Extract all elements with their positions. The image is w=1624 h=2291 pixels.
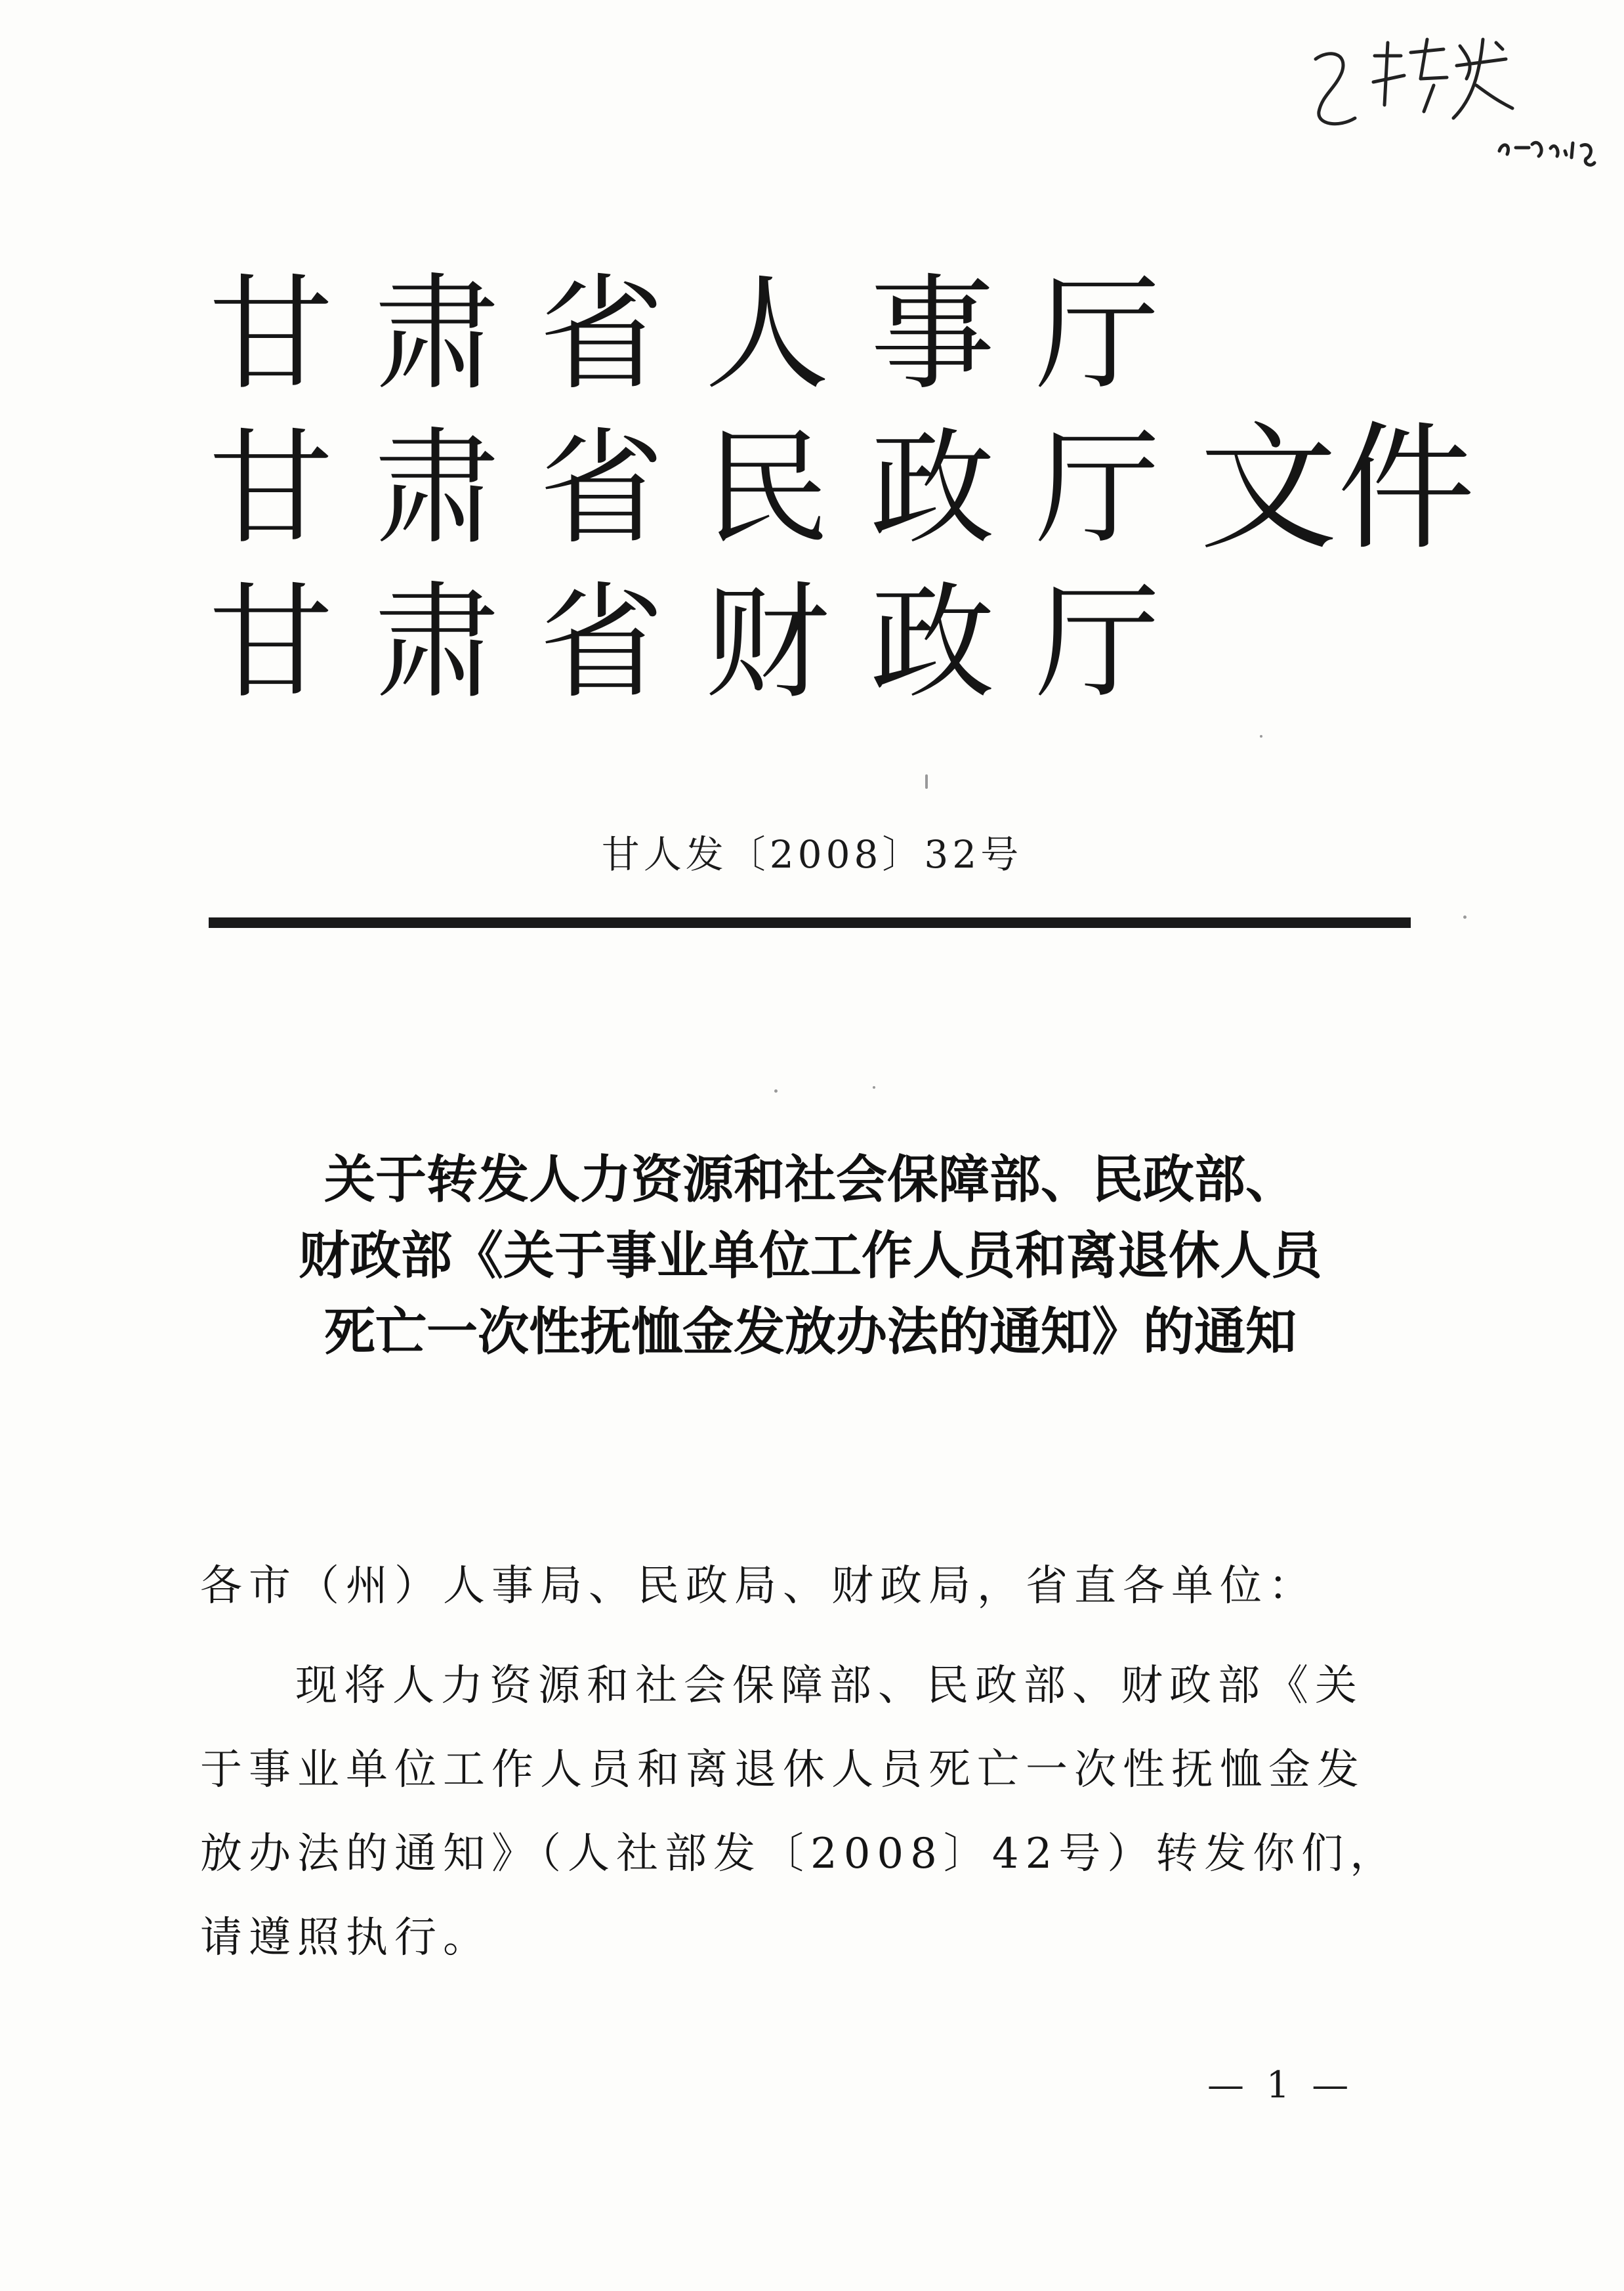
- issuer-header: [209, 259, 1476, 725]
- scan-speck: [873, 1086, 875, 1089]
- document-word: 文件: [1199, 408, 1476, 569]
- document-number: 甘人发〔2008〕32号: [601, 832, 1023, 877]
- scan-speck: [774, 1089, 778, 1093]
- body-line-2: 于事业单位工作人员和离退休人员死亡一次性抚恤金发: [200, 1746, 1365, 1794]
- notice-title: [197, 1142, 1424, 1370]
- body-line-1: 现将人力资源和社会保障部、民政部、财政部《关: [295, 1662, 1364, 1710]
- issuer-civil-affairs-dept: 甘肃省民政厅: [209, 416, 1201, 561]
- body-line-4: 请遵照执行。: [200, 1914, 491, 1962]
- body-paragraph: [200, 1644, 1421, 1980]
- title-line-1: 关于转发人力资源和社会保障部、民政部、: [323, 1150, 1297, 1209]
- addressee-line: 各市（州）人事局、民政局、财政局，省直各单位：: [200, 1562, 1317, 1610]
- page-number: — 1 —: [1207, 2064, 1354, 2107]
- issuer-finance-dept: 甘肃省财政厅: [209, 570, 1201, 715]
- scan-speck: [925, 774, 928, 789]
- scan-speck: [1260, 735, 1262, 738]
- title-line-2: 财政部《关于事业单位工作人员和离退休人员: [298, 1226, 1322, 1286]
- issuer-personnel-dept: 甘肃省人事厅: [209, 262, 1201, 407]
- body-line-3: 放办法的通知》（人社部发〔2008〕42号）转发你们，: [200, 1830, 1399, 1878]
- title-line-3: 死亡一次性抚恤金发放办法的通知》的通知: [323, 1302, 1297, 1362]
- scan-speck: [1463, 915, 1467, 919]
- handwritten-annotation: [1302, 20, 1611, 171]
- header-divider: [209, 917, 1411, 928]
